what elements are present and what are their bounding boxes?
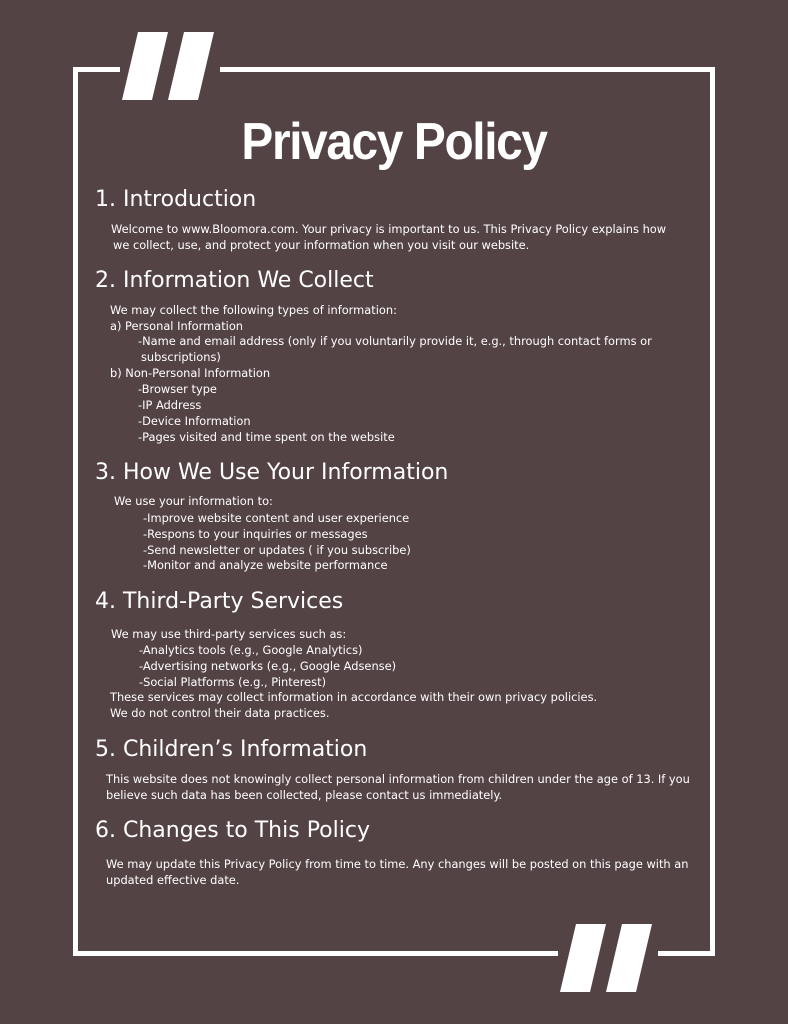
information-collect-intro: We may collect the following types of information: [110, 303, 397, 317]
section-heading-third-party: 4. Third-Party Services [95, 589, 344, 614]
third-party-intro: We may use third-party services such as: [111, 627, 347, 641]
personal-information-item: -Name and email address (only if you voluntarily provide it, e.g., through contact forms or [138, 334, 652, 348]
non-personal-information-item: -Browser type [138, 382, 217, 396]
non-personal-information-item: -IP Address [138, 398, 202, 412]
use-information-item: -Respons to your inquiries or messages [143, 527, 368, 541]
section-heading-information-collect: 2. Information We Collect [95, 268, 374, 293]
introduction-text-line: Welcome to www.Bloomora.com. Your privacy is important to us. This Privacy Policy explains how [111, 222, 667, 236]
section-heading-introduction: 1. Introduction [95, 187, 257, 212]
non-personal-information-label: b) Non-Personal Information [110, 366, 271, 380]
non-personal-information-item: -Pages visited and time spent on the website [138, 430, 395, 444]
non-personal-information-item: -Device Information [138, 414, 251, 428]
changes-text-line: updated effective date. [106, 873, 240, 887]
quotation-mark-bottom-icon [558, 924, 658, 994]
third-party-closing-line: These services may collect information in accordance with their own privacy policies. [110, 690, 598, 704]
third-party-item: -Analytics tools (e.g., Google Analytics) [139, 643, 363, 657]
section-heading-use-information: 3. How We Use Your Information [95, 460, 449, 485]
children-text-line: This website does not knowingly collect personal information from children under the age of 13. If you [106, 772, 690, 786]
section-heading-children: 5. Children’s Information [95, 737, 368, 762]
use-information-item: -Monitor and analyze website performance [143, 558, 388, 572]
third-party-item: -Social Platforms (e.g., Pinterest) [139, 675, 327, 689]
third-party-closing-line: We do not control their data practices. [110, 706, 330, 720]
children-text-line: believe such data has been collected, please contact us immediately. [106, 788, 503, 802]
use-information-item: -Improve website content and user experience [143, 511, 410, 525]
use-information-intro: We use your information to: [114, 494, 273, 508]
quotation-mark-top-icon [120, 32, 220, 102]
page-title: Privacy Policy [241, 113, 547, 171]
personal-information-item: subscriptions) [141, 350, 221, 364]
section-heading-changes: 6. Changes to This Policy [95, 818, 370, 843]
third-party-item: -Advertising networks (e.g., Google Adsense) [139, 659, 397, 673]
personal-information-label: a) Personal Information [110, 319, 244, 333]
changes-text-line: We may update this Privacy Policy from time to time. Any changes will be posted on this page with an [106, 857, 689, 871]
introduction-text-line: we collect, use, and protect your information when you visit our website. [113, 238, 530, 252]
use-information-item: -Send newsletter or updates ( if you subscribe) [143, 543, 411, 557]
